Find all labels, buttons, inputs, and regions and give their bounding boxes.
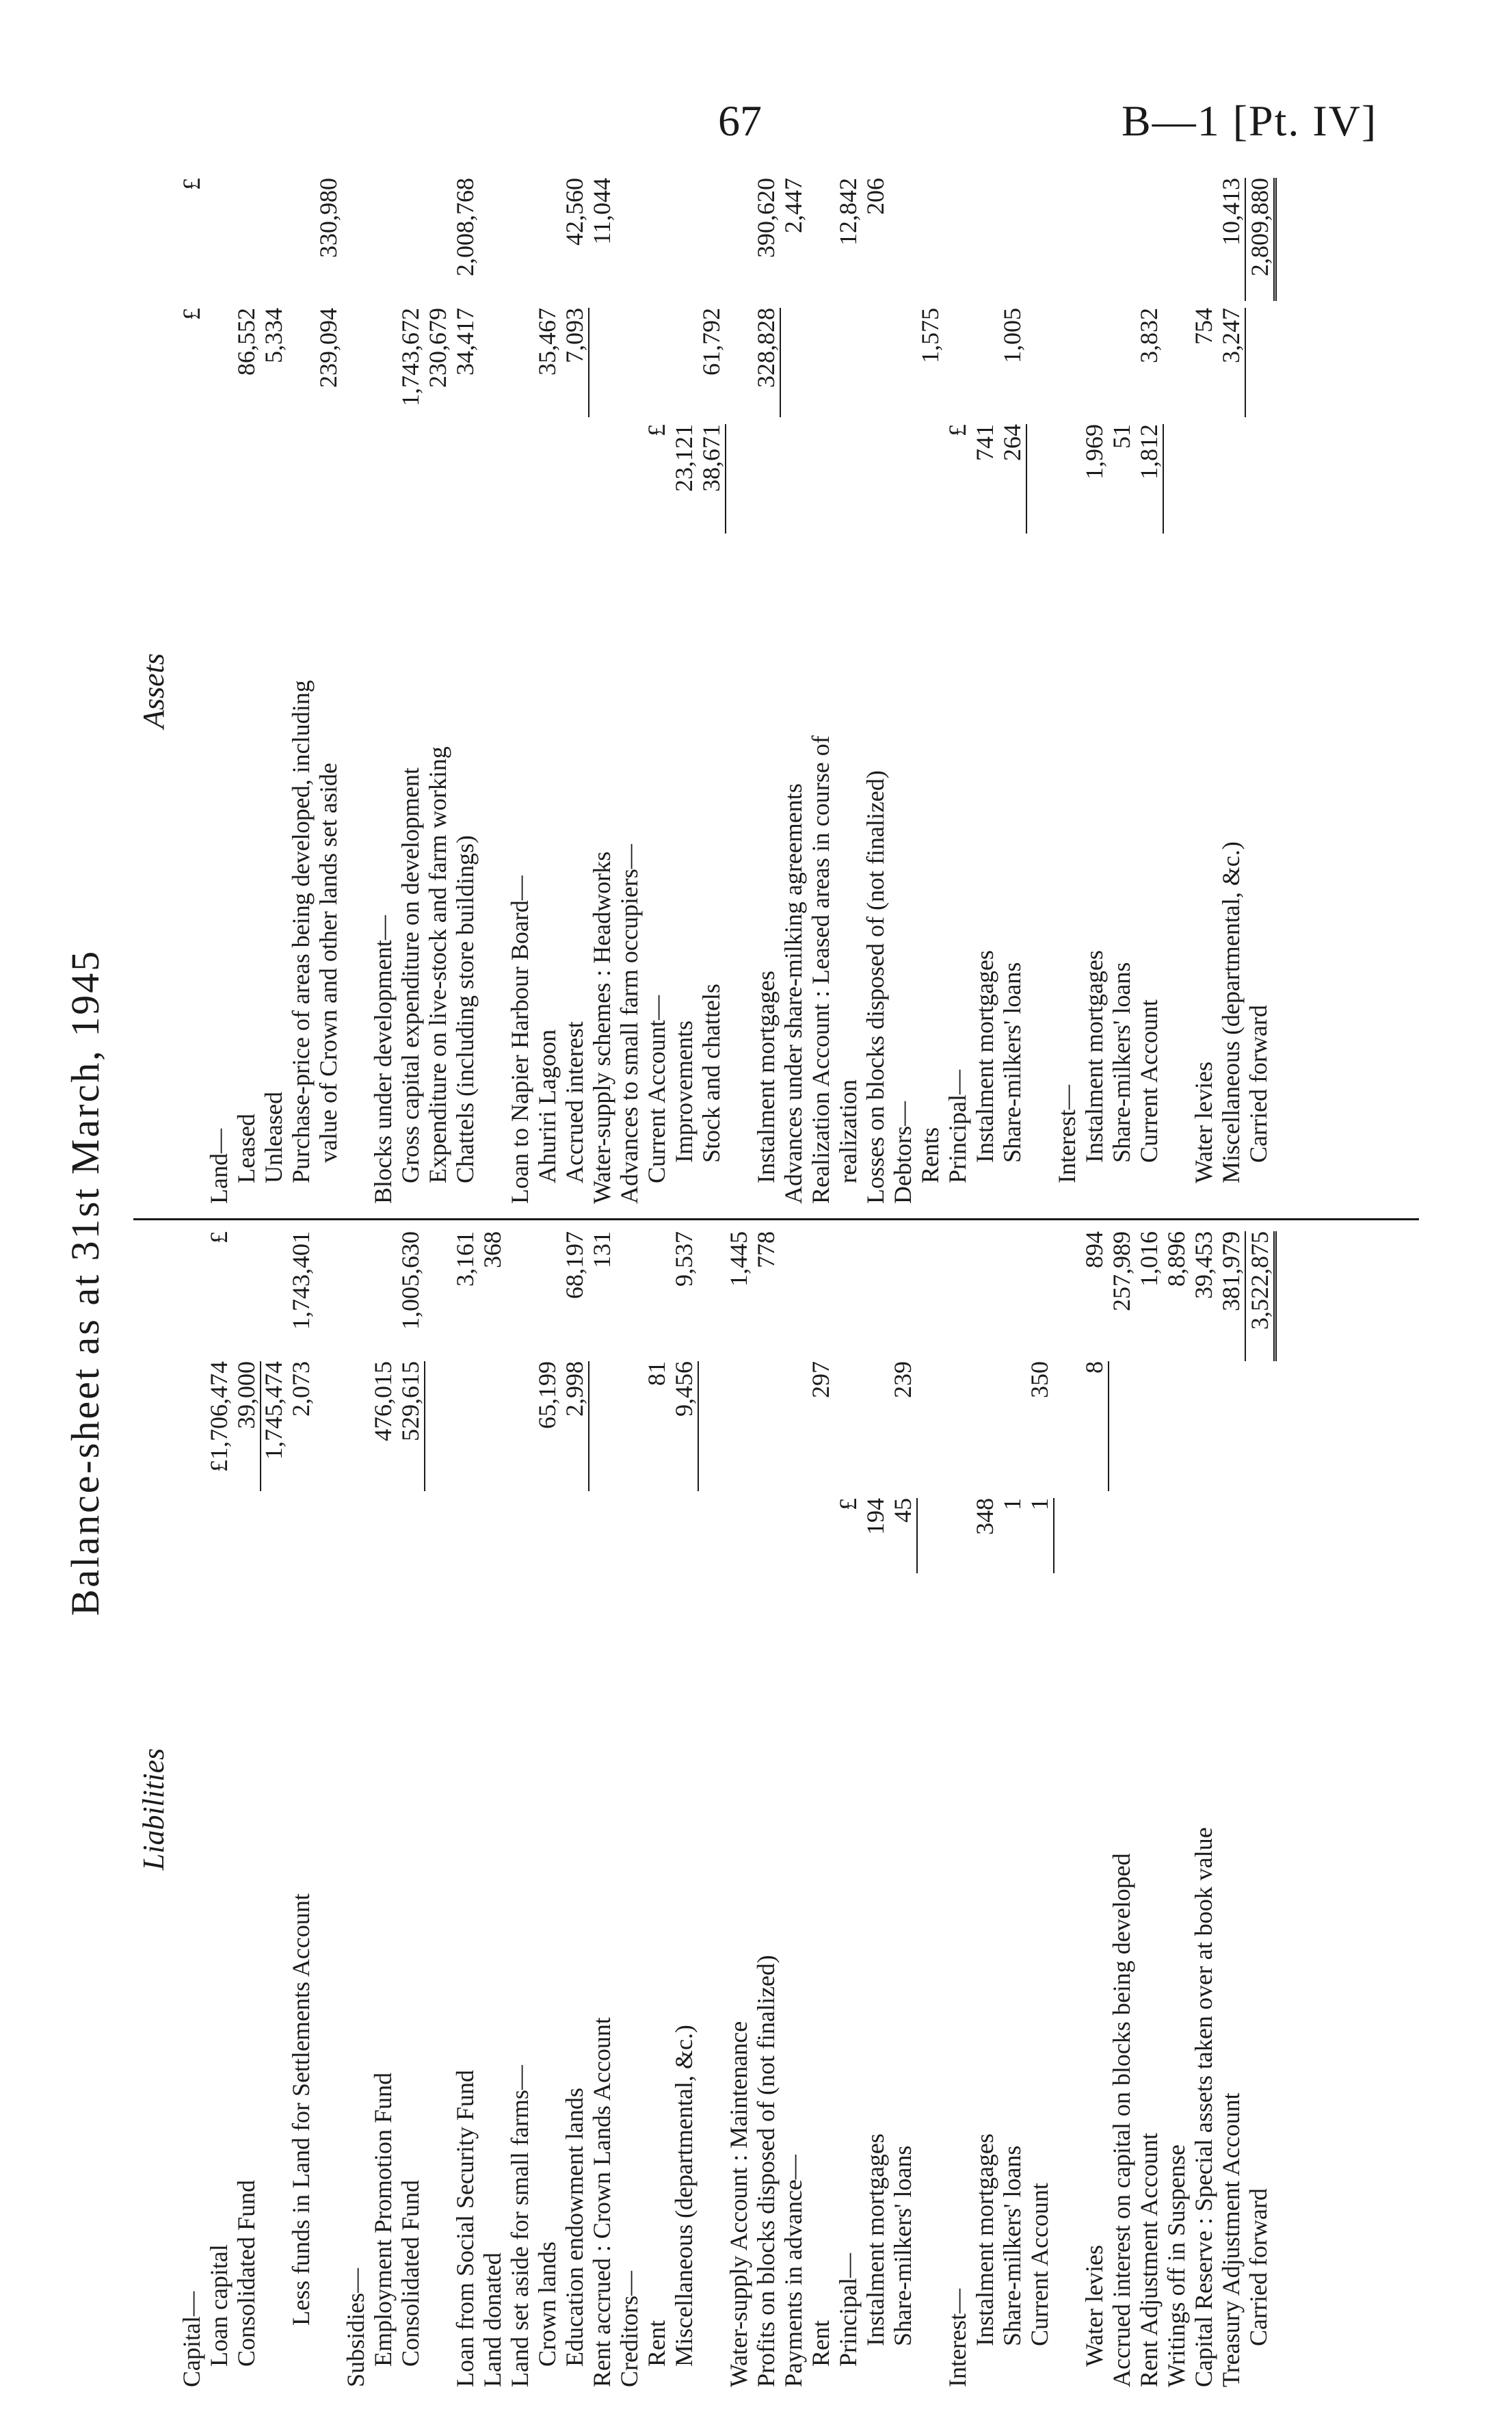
asset-row-label: Share-milkers' loans xyxy=(1108,962,1135,1163)
liability-amount-c2: £1,706,474 xyxy=(205,1361,233,1472)
liability-row-label: Creditors— xyxy=(615,2271,643,2387)
liability-row-label: Rent accrued : Crown Lands Account xyxy=(588,2017,615,2387)
asset-row xyxy=(1053,178,1080,1204)
asset-amount-c2: 3,832 xyxy=(1135,308,1163,363)
liability-row xyxy=(916,1231,944,2387)
asset-row xyxy=(205,178,233,1204)
asset-amount-c1: 264 xyxy=(998,424,1027,534)
asset-row-label: Improvements xyxy=(670,1021,698,1163)
asset-amount-c3: 330,980 xyxy=(315,178,342,258)
asset-row-label: Water levies xyxy=(1190,1061,1217,1183)
asset-amount-c1: 23,121 xyxy=(670,424,698,492)
liability-row xyxy=(643,1231,670,2387)
asset-amount-c2: 230,679 xyxy=(424,308,451,388)
liability-row-label: Miscellaneous (departmental, &c.) xyxy=(670,2025,698,2367)
liability-row-label: Share-milkers' loans xyxy=(998,2145,1026,2346)
liability-row-label: Rent Adjustment Account xyxy=(1135,2133,1163,2387)
asset-row-label: Instalment mortgages xyxy=(752,971,780,1183)
liability-row-label: Current Account xyxy=(1026,2183,1053,2346)
liability-amount-c3: 1,743,401 xyxy=(287,1231,315,1330)
liability-amount-c3: 131 xyxy=(588,1231,615,1268)
asset-row-label: Stock and chattels xyxy=(698,984,725,1163)
asset-row-label: Carried forward xyxy=(1245,1005,1272,1163)
liability-row xyxy=(998,1231,1026,2387)
liability-amount-c2: 81 xyxy=(643,1361,670,1386)
asset-row-label: Advances to small farm occupiers— xyxy=(615,844,643,1204)
liability-row xyxy=(1053,1231,1080,2387)
asset-row-label: Debtors— xyxy=(889,1101,916,1204)
liability-row-label: Loan capital xyxy=(205,2244,233,2367)
asset-row-label: Unleased xyxy=(260,1092,287,1183)
asset-row xyxy=(588,178,615,1204)
liability-row-label: Treasury Adjustment Account xyxy=(1217,2092,1245,2387)
asset-row xyxy=(780,178,807,1204)
asset-amount-c3: 12,842 xyxy=(834,178,862,246)
liability-amount-c3: 1,016 xyxy=(1135,1231,1163,1287)
asset-row xyxy=(424,178,451,1204)
liability-row xyxy=(1163,1231,1190,2387)
asset-row xyxy=(643,178,670,1204)
liability-amount-c1: 1 xyxy=(1026,1498,1055,1573)
liability-row-label: Crown lands xyxy=(533,2242,561,2367)
asset-amount-c1: £ xyxy=(944,424,971,436)
liability-row xyxy=(752,1231,780,2387)
asset-row xyxy=(260,178,287,1204)
asset-row xyxy=(1217,178,1245,1204)
asset-amount-c1: 51 xyxy=(1108,424,1135,449)
liability-amount-c2: 1,745,474 xyxy=(260,1361,287,1460)
asset-amount-c3: 206 xyxy=(862,178,889,215)
liability-row-label: Education endowment lands xyxy=(561,2088,588,2367)
liability-amount-c3: 9,537 xyxy=(670,1231,698,1287)
asset-row xyxy=(1108,178,1135,1204)
asset-amount-c2: 1,005 xyxy=(998,308,1026,363)
asset-row-label: Realization Account : Leased areas in course of xyxy=(807,735,834,1204)
balance-sheet-title: Balance-sheet as at 31st March, 1945 xyxy=(63,949,107,1616)
asset-row xyxy=(807,178,834,1204)
asset-amount-c3: 390,620 xyxy=(752,178,780,258)
liability-row xyxy=(205,1231,233,2387)
liabilities-heading: Liabilities xyxy=(137,1748,170,1871)
liability-row xyxy=(506,1231,533,2387)
assets-rows xyxy=(178,178,1272,1204)
liability-amount-c1: 194 xyxy=(862,1498,889,1535)
liability-amount-c3: 1,005,630 xyxy=(397,1231,424,1330)
asset-amount-c1: 1,812 xyxy=(1135,424,1164,534)
liability-row-label: Carried forward xyxy=(1245,2188,1272,2346)
asset-row xyxy=(533,178,561,1204)
liability-row-label: Interest— xyxy=(944,2289,971,2387)
liability-row xyxy=(533,1231,561,2387)
liability-row-label: Loan from Social Security Fund xyxy=(451,2070,479,2387)
asset-row-label: Gross capital expenditure on development xyxy=(397,767,424,1183)
liability-row xyxy=(615,1231,643,2387)
asset-row-label: Blocks under development— xyxy=(369,915,397,1204)
liability-amount-c2: 65,199 xyxy=(533,1361,561,1429)
asset-row xyxy=(725,178,752,1204)
asset-row xyxy=(506,178,533,1204)
liability-row xyxy=(862,1231,889,2387)
asset-row-label: Losses on blocks disposed of (not finalized) xyxy=(862,770,889,1204)
asset-row xyxy=(971,178,998,1204)
asset-amount-c3: 11,044 xyxy=(588,178,615,245)
liability-row-label: Land donated xyxy=(479,2252,506,2387)
liability-amount-c3: 39,453 xyxy=(1190,1231,1217,1299)
liability-row-label: Rent xyxy=(643,2320,670,2367)
liability-row xyxy=(1190,1231,1217,2387)
liability-row xyxy=(698,1231,725,2387)
liability-row-label: Principal— xyxy=(834,2253,862,2367)
liability-row-label: Share-milkers' loans xyxy=(889,2145,916,2346)
liability-row-label: Profits on blocks disposed of (not finalized) xyxy=(752,1955,780,2387)
asset-row xyxy=(889,178,916,1204)
liability-row xyxy=(780,1231,807,2387)
liability-row xyxy=(1108,1231,1135,2387)
asset-row xyxy=(397,178,424,1204)
asset-row-label: Advances under share-milking agreements xyxy=(780,783,807,1204)
asset-amount-c3: 2,008,768 xyxy=(451,178,479,276)
asset-amount-c2: 1,575 xyxy=(916,308,944,363)
liability-amount-c3: 778 xyxy=(752,1231,780,1268)
liability-row-label: Capital Reserve : Special assets taken over at book value xyxy=(1190,1827,1217,2387)
liabilities-rows xyxy=(178,1231,1272,2387)
liability-amount-c2: 2,998 xyxy=(561,1361,589,1491)
asset-row-label: Current Account— xyxy=(643,995,670,1183)
page-reference: B—1 [Pt. IV] xyxy=(1122,96,1378,145)
liability-row-label: Land set aside for small farms— xyxy=(506,2065,533,2387)
liability-row-label: Less funds in Land for Settlements Account xyxy=(287,1893,315,2326)
page-number: 67 xyxy=(718,96,762,145)
liability-row xyxy=(971,1231,998,2387)
liability-row xyxy=(424,1231,451,2387)
asset-row-label: Instalment mortgages xyxy=(971,950,998,1163)
asset-row-label: Rents xyxy=(916,1127,944,1183)
liability-row xyxy=(834,1231,862,2387)
asset-row-label: Water-supply schemes : Headworks xyxy=(588,851,615,1204)
liability-row-label: Payments in advance— xyxy=(780,2155,807,2387)
liability-row xyxy=(397,1231,424,2387)
asset-amount-c1: £ xyxy=(643,424,670,436)
liability-amount-c2: 2,073 xyxy=(287,1361,315,1417)
liability-amount-c2: 8 xyxy=(1080,1361,1109,1491)
liability-amount-c1: 348 xyxy=(971,1498,998,1535)
asset-row xyxy=(998,178,1026,1204)
liability-amount-c2: 9,456 xyxy=(670,1361,699,1491)
asset-row xyxy=(916,178,944,1204)
asset-row-label: Purchase-price of areas being developed, including xyxy=(287,680,315,1183)
asset-row xyxy=(315,178,342,1204)
liability-row xyxy=(725,1231,752,2387)
asset-row xyxy=(752,178,780,1204)
asset-amount-c1: 38,671 xyxy=(698,424,726,534)
asset-row-label: Share-milkers' loans xyxy=(998,962,1026,1163)
liability-amount-c2: 476,015 xyxy=(369,1361,397,1441)
liability-amount-c3: 8,896 xyxy=(1163,1231,1190,1287)
liability-row-label: Capital— xyxy=(178,2291,205,2387)
asset-amount-c2: 61,792 xyxy=(698,308,725,376)
asset-row-label: realization xyxy=(834,1079,862,1183)
asset-row xyxy=(862,178,889,1204)
asset-amount-c3: 42,560 xyxy=(561,178,588,246)
asset-row xyxy=(1190,178,1217,1204)
liability-row xyxy=(944,1231,971,2387)
liability-amount-c3: 68,197 xyxy=(561,1231,588,1299)
liability-row-label: Employment Promotion Fund xyxy=(369,2072,397,2367)
assets-column xyxy=(130,178,1429,1204)
liability-row xyxy=(342,1231,369,2387)
liabilities-column xyxy=(130,1231,1429,2387)
asset-row-label: Chattels (including store buildings) xyxy=(451,835,479,1183)
asset-row xyxy=(451,178,479,1204)
asset-amount-c1: 741 xyxy=(971,424,998,461)
liability-amount-c2: 39,000 xyxy=(233,1361,261,1491)
asset-row-label: Expenditure on live-stock and farm working xyxy=(424,746,451,1183)
asset-row xyxy=(178,178,205,1204)
liability-row xyxy=(287,1231,315,2387)
liability-amount-c2: 350 xyxy=(1026,1361,1053,1398)
liability-row-label: Water-supply Account : Maintenance xyxy=(725,2021,752,2387)
liability-amount-c3: £ xyxy=(205,1231,233,1244)
liability-row-label: Subsidies— xyxy=(342,2268,369,2387)
liability-amount-c2: 297 xyxy=(807,1361,834,1398)
liability-row-label: Instalment mortgages xyxy=(971,2133,998,2346)
asset-amount-c2: 35,467 xyxy=(533,308,561,376)
liability-row-label: Rent xyxy=(807,2320,834,2367)
asset-row xyxy=(561,178,588,1204)
liability-amount-c3: 368 xyxy=(479,1231,506,1268)
asset-amount-c2: 7,093 xyxy=(561,308,589,417)
asset-amount-c3: 10,413 xyxy=(1217,178,1245,246)
asset-row xyxy=(233,178,260,1204)
asset-row xyxy=(615,178,643,1204)
liability-row xyxy=(369,1231,397,2387)
liability-amount-c1: £ xyxy=(834,1498,862,1510)
asset-amount-c3: £ xyxy=(178,178,205,190)
asset-row-label: Principal— xyxy=(944,1070,971,1183)
liability-amount-c3: 257,989 xyxy=(1108,1231,1135,1311)
asset-row xyxy=(698,178,725,1204)
liability-row xyxy=(588,1231,615,2387)
asset-row-label: Current Account xyxy=(1135,999,1163,1163)
liability-row xyxy=(670,1231,698,2387)
liability-row xyxy=(1026,1231,1053,2387)
liability-row xyxy=(233,1231,260,2387)
asset-amount-c2: 3,247 xyxy=(1217,308,1246,417)
asset-row xyxy=(834,178,862,1204)
liability-row-label: Consolidated Fund xyxy=(397,2179,424,2367)
liability-amount-c2: 239 xyxy=(889,1361,916,1398)
liability-amount-c1: 1 xyxy=(998,1498,1026,1510)
asset-row xyxy=(1080,178,1108,1204)
liability-amount-c3: 1,445 xyxy=(725,1231,752,1287)
asset-amount-c2: 86,552 xyxy=(233,308,260,376)
asset-row-label: Accrued interest xyxy=(561,1021,588,1183)
asset-row xyxy=(342,178,369,1204)
asset-row-label: Instalment mortgages xyxy=(1080,950,1108,1163)
liability-amount-c3: 3,161 xyxy=(451,1231,479,1287)
asset-amount-c2: 5,334 xyxy=(260,308,287,363)
asset-row xyxy=(1245,178,1272,1204)
liability-row xyxy=(807,1231,834,2387)
asset-amount-c2: 239,094 xyxy=(315,308,342,388)
asset-row xyxy=(944,178,971,1204)
liability-amount-c1: 45 xyxy=(889,1498,918,1573)
asset-row-label: Interest— xyxy=(1053,1085,1080,1183)
liability-row-label: Water levies xyxy=(1080,2244,1108,2367)
liability-row-label: Writings off in Suspense xyxy=(1163,2144,1190,2387)
asset-row xyxy=(1135,178,1163,1204)
liability-row xyxy=(1135,1231,1163,2387)
asset-row xyxy=(1163,178,1190,1204)
liability-row xyxy=(479,1231,506,2387)
asset-row-label: Miscellaneous (departmental, &c.) xyxy=(1217,841,1245,1183)
liability-row xyxy=(451,1231,479,2387)
asset-row-label: Land— xyxy=(205,1129,233,1204)
asset-row-label: Leased xyxy=(233,1114,260,1183)
asset-amount-c1: 1,969 xyxy=(1080,424,1108,479)
liability-row-label: Consolidated Fund xyxy=(233,2179,260,2367)
asset-row-label: value of Crown and other lands set aside xyxy=(315,763,342,1163)
liability-row xyxy=(561,1231,588,2387)
assets-heading: Assets xyxy=(137,653,170,728)
liability-row xyxy=(1245,1231,1272,2387)
asset-amount-c3: 2,447 xyxy=(780,178,807,233)
asset-amount-c2: £ xyxy=(178,308,205,320)
liability-amount-c2: 529,615 xyxy=(397,1361,425,1491)
asset-row-label: Loan to Napier Harbour Board— xyxy=(506,876,533,1204)
liability-row-label: Accrued interest on capital on blocks being developed xyxy=(1108,1853,1135,2387)
asset-row-label: Ahuriri Lagoon xyxy=(533,1029,561,1183)
liability-row xyxy=(178,1231,205,2387)
asset-row xyxy=(369,178,397,1204)
asset-amount-c2: 1,743,672 xyxy=(397,308,424,406)
balance-sheet xyxy=(48,178,1443,2387)
liability-row xyxy=(1080,1231,1108,2387)
liability-row-label: Instalment mortgages xyxy=(862,2133,889,2346)
asset-row xyxy=(287,178,315,1204)
liability-row xyxy=(1217,1231,1245,2387)
asset-amount-c2: 754 xyxy=(1190,308,1217,345)
asset-amount-c2: 328,828 xyxy=(752,308,781,417)
liability-amount-c3: 894 xyxy=(1080,1231,1108,1268)
asset-row xyxy=(1026,178,1053,1204)
liability-amount-c3: 3,522,875 xyxy=(1245,1231,1277,1361)
asset-amount-c3: 2,809,880 xyxy=(1245,178,1277,301)
liability-row xyxy=(889,1231,916,2387)
liability-row xyxy=(260,1231,287,2387)
liability-amount-c3: 381,979 xyxy=(1217,1231,1245,1311)
asset-row xyxy=(670,178,698,1204)
column-divider xyxy=(133,1218,1419,1220)
liability-row xyxy=(315,1231,342,2387)
asset-row xyxy=(479,178,506,1204)
asset-amount-c2: 34,417 xyxy=(451,308,479,376)
